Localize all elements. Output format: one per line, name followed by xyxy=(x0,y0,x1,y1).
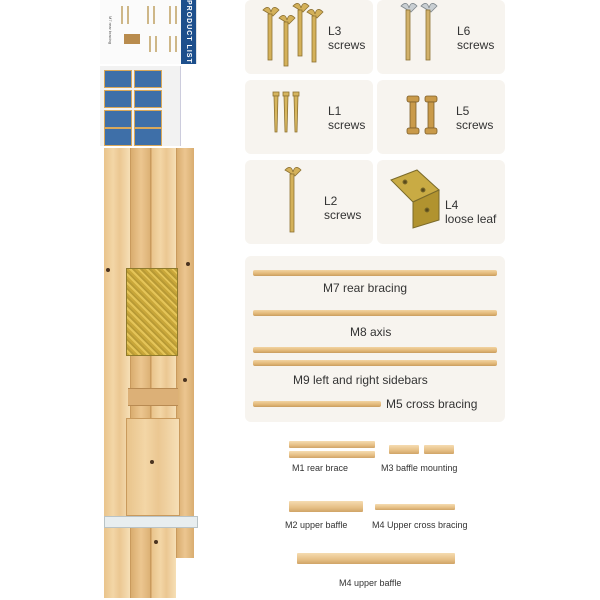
barrel-nuts-icon xyxy=(399,88,459,158)
instruction-photos xyxy=(100,66,196,146)
easel-clip xyxy=(104,516,198,528)
rod-m8 xyxy=(253,310,497,316)
instruction-photo xyxy=(134,90,162,108)
rod-m9-top xyxy=(253,347,497,353)
rods-panel xyxy=(245,256,505,422)
easel-right-leg xyxy=(152,148,176,598)
piece-label-m3: M3 baffle mounting xyxy=(381,463,458,473)
instruction-photo xyxy=(104,128,132,146)
instruction-photo xyxy=(104,70,132,88)
piece-m2 xyxy=(289,501,363,512)
piece-m3 xyxy=(389,445,419,454)
piece-label-m4-baffle: M4 upper baffle xyxy=(339,578,402,588)
mini-screws-icon xyxy=(104,2,184,62)
wing-bolt-icon xyxy=(279,164,319,244)
instruction-band xyxy=(180,66,197,146)
screw-hole xyxy=(186,262,190,266)
silver-wing-screws-icon xyxy=(395,0,455,70)
piece-m4-cross xyxy=(375,504,455,510)
instruction-photo xyxy=(134,128,162,146)
rod-label-m9: M9 left and right sidebars xyxy=(293,373,428,387)
piece-label-m4-cross: M4 Upper cross bracing xyxy=(372,520,468,530)
product-list-band: PRODUCT LIST xyxy=(181,0,196,64)
part-name: screws xyxy=(328,118,366,132)
screw-hole xyxy=(106,268,110,272)
rod-m7 xyxy=(253,270,497,276)
part-card-l1 xyxy=(245,80,373,154)
piece-m4-baffle xyxy=(297,553,455,564)
easel-seam xyxy=(150,148,151,598)
part-card-l5 xyxy=(377,80,505,154)
piece-m1 xyxy=(289,451,375,458)
part-card-l2 xyxy=(245,160,373,244)
part-card-l3 xyxy=(245,0,373,74)
screw-hole xyxy=(183,378,187,382)
part-code: L2 xyxy=(324,194,338,208)
part-name: screws xyxy=(456,118,494,132)
part-code: L3 xyxy=(328,24,342,38)
instruction-photo xyxy=(134,70,162,88)
easel-center-leg xyxy=(130,148,152,598)
part-code: L4 xyxy=(445,198,459,212)
rod-m9-bottom xyxy=(253,360,497,366)
easel-crossbar xyxy=(128,388,178,406)
instruction-photo xyxy=(104,90,132,108)
part-code: L5 xyxy=(456,104,470,118)
rod-label-m5: M5 cross bracing xyxy=(386,397,478,411)
easel-seam xyxy=(130,148,131,598)
easel-bracket xyxy=(126,418,180,516)
rod-m5 xyxy=(253,401,381,407)
rod-label-m8: M8 axis xyxy=(350,325,392,339)
part-name: loose leaf xyxy=(445,212,497,226)
mini-caption: M7 rear bracing xyxy=(108,16,113,45)
screw-hole xyxy=(150,460,154,464)
screw-hole xyxy=(154,540,158,544)
part-code: L1 xyxy=(328,104,342,118)
part-name: screws xyxy=(324,208,362,222)
piece-m1 xyxy=(289,441,375,448)
easel-hinge xyxy=(126,268,178,356)
instruction-photo xyxy=(134,110,162,128)
wood-screws-icon xyxy=(269,86,329,156)
easel-left-leg xyxy=(104,148,130,598)
part-code: L6 xyxy=(457,24,471,38)
piece-label-m1: M1 rear brace xyxy=(292,463,349,473)
rod-label-m7: M7 rear bracing xyxy=(323,281,408,295)
part-name: screws xyxy=(457,38,495,52)
piece-label-m2: M2 upper baffle xyxy=(285,520,348,530)
piece-m3 xyxy=(424,445,454,454)
instruction-photo xyxy=(104,110,132,128)
wing-screws-icon xyxy=(253,0,333,70)
part-card-l6 xyxy=(377,0,505,74)
hinge-icon xyxy=(387,166,447,236)
part-card-l4 xyxy=(377,160,505,244)
part-name: screws xyxy=(328,38,366,52)
